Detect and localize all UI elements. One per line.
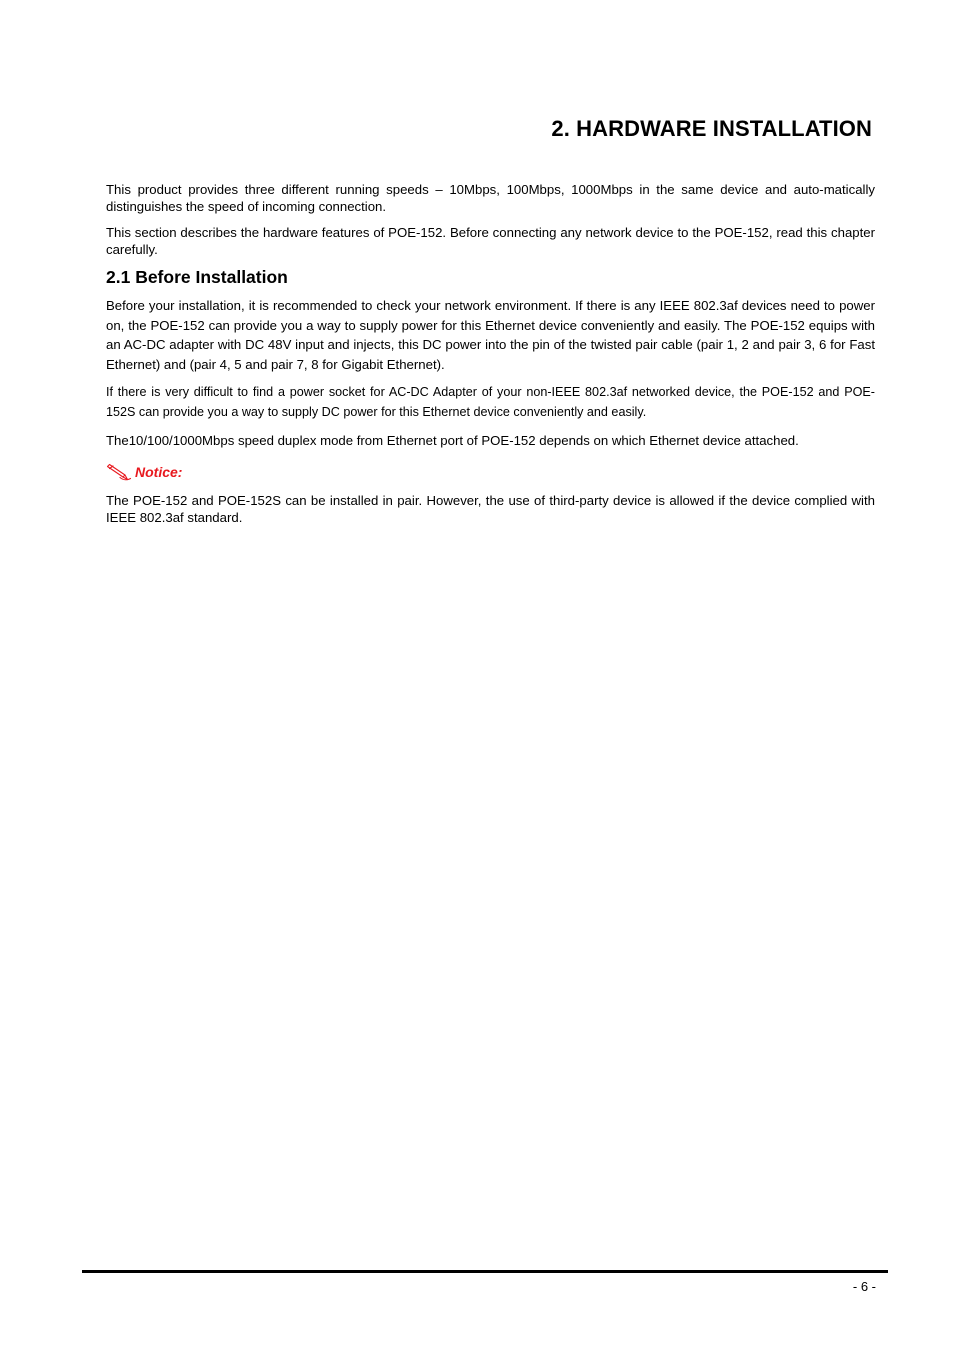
notice-text: The POE-152 and POE-152S can be installed in pair. However, the use of third-party device is allowed if the device complied with IEEE 802.3af standard.	[106, 492, 875, 525]
section-paragraph-3: The10/100/1000Mbps speed duplex mode from Ethernet port of POE-152 depends on which Ethernet device attached.	[106, 433, 799, 448]
section-paragraph-2: If there is very difficult to find a power socket for AC-DC Adapter of your non-IEEE 802.3af networked device, the POE-152 and POE-152S can provide you a way to supply DC power for this Ethernet device conveniently and easily.	[106, 385, 875, 419]
section-title: 2.1 Before Installation	[106, 267, 288, 287]
chapter-title: 2. HARDWARE INSTALLATION	[551, 116, 872, 141]
writing-hand-icon	[106, 463, 132, 481]
intro-paragraph-1: This product provides three different running speeds – 10Mbps, 100Mbps, 1000Mbps in the same device and auto-matically distinguishes the speed of incoming connection.	[106, 182, 875, 214]
intro-paragraph-2: This section describes the hardware features of POE-152. Before connecting any network device to the POE-152, read this chapter carefully.	[106, 225, 875, 257]
notice-label: Notice:	[135, 463, 183, 480]
footer-divider	[82, 1270, 888, 1273]
page-content	[106, 181, 875, 535]
notice-heading	[106, 463, 875, 481]
section-paragraph-1: Before your installation, it is recommended to check your network environment. If there is any IEEE 802.3af devices need to power on, the POE-152 can provide you a way to supply power for this Ethernet device conveniently and easily. The POE-152 equips with an AC-DC adapter with DC 48V input and injects, this DC power into the pin of the twisted pair cable (pair 1, 2 and pair 3, 6 for Fast Ethernet) and (pair 4, 5 and pair 7, 8 for Gigabit Ethernet).	[106, 298, 875, 372]
page-number: - 6 -	[852, 1279, 876, 1294]
